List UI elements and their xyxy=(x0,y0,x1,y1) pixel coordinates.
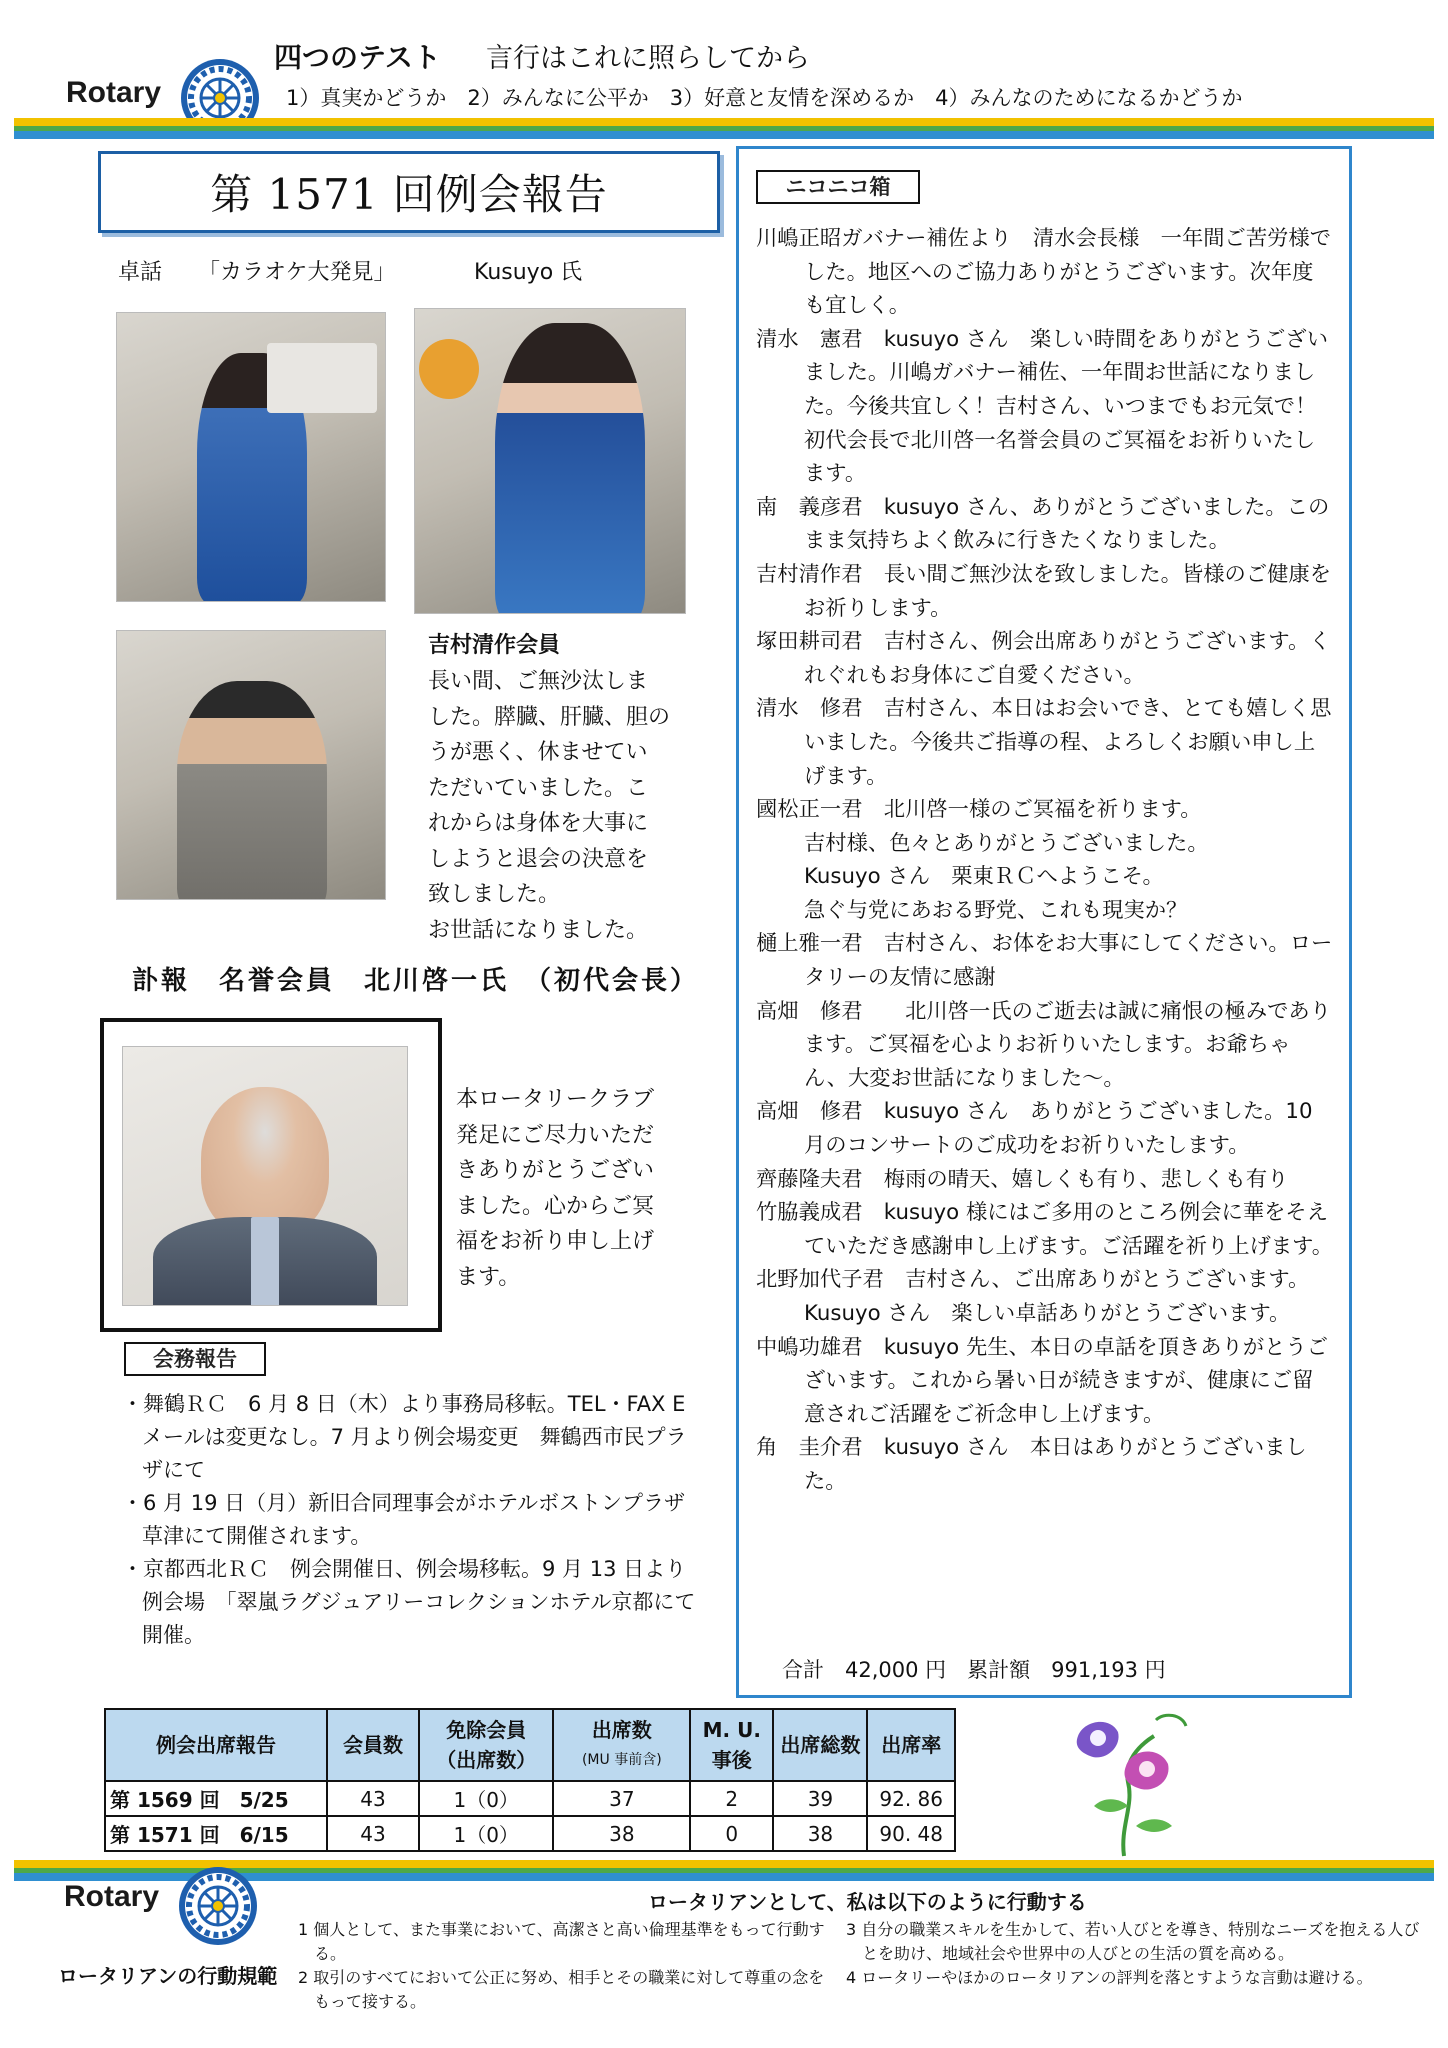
list-item: 4 ロータリーやほかのロータリアンの評判を落とすような言動は避ける。 xyxy=(846,1968,1373,1987)
list-item: 高畑 修君 北川啓一氏のご逝去は誠に痛恨の極みであります。ご冥福を心よりお祈りいたします。お爺ちゃん、大変お世話になりました〜。 xyxy=(756,998,1332,1091)
header-present-sub: (MU 事前含) xyxy=(581,1752,662,1768)
header-total: 出席総数 xyxy=(773,1709,867,1781)
code-of-conduct-heading: ロータリアンとして、私は以下のように行動する xyxy=(648,1890,1087,1914)
list-item: ・京都西北ＲＣ 例会開催日、例会場移転。9 月 13 日より例会場 「翠嵐ラグジュアリーコレクションホテル京都にて開催。 xyxy=(122,1557,696,1647)
yoshimura-message xyxy=(428,664,678,948)
message-line: 本ロータリークラブ xyxy=(456,1087,655,1112)
nikoniko-entries xyxy=(756,222,1334,1499)
list-item: 樋上雅一君 吉村さん、お体をお大事にしてください。ロータリーの友情に感謝 xyxy=(756,931,1333,991)
cell-total: 39 xyxy=(773,1781,867,1816)
header-mu-sub: 事後 xyxy=(711,1748,752,1772)
yoshimura-heading: 吉村清作会員 xyxy=(428,633,561,658)
cell-mu: 0 xyxy=(690,1816,773,1851)
cell-members: 43 xyxy=(327,1781,419,1816)
cell-mu: 2 xyxy=(690,1781,773,1816)
attendance-table xyxy=(104,1708,956,1852)
cell-present: 38 xyxy=(553,1816,690,1851)
header-mu xyxy=(690,1709,773,1781)
cumulative-label: 累計額 xyxy=(967,1658,1031,1682)
list-item: ・舞鶴ＲＣ 6 月 8 日（木）より事務局移転。TEL・FAX Eメールは変更なし。7 月より例会場変更 舞鶴西市民プラザにて xyxy=(122,1392,687,1482)
obituary-portrait-frame xyxy=(100,1018,442,1332)
report-title: 第 1571 回例会報告 xyxy=(210,170,608,219)
list-item: 2 取引のすべてにおいて公正に努め、相手とその職業に対して尊重の念をもって接する。 xyxy=(298,1968,825,2011)
message-line: 致しました。 xyxy=(428,882,561,907)
footer-rotary-wordmark: Rotary xyxy=(64,1880,160,1913)
message-line: れからは身体を大事に xyxy=(428,811,649,836)
message-line: ただいていました。こ xyxy=(428,775,649,801)
code-of-conduct-right xyxy=(846,1918,1426,1990)
cell-rate: 92. 86 xyxy=(867,1781,955,1816)
code-of-conduct-left xyxy=(298,1918,828,2014)
list-item: 齊藤隆夫君 梅雨の晴天、嬉しくも有り、悲しくも有り xyxy=(756,1166,1289,1192)
list-item: 1 個人として、また事業において、高潔さと高い倫理基準をもって行動する。 xyxy=(298,1920,825,1963)
obituary-portrait xyxy=(122,1046,408,1306)
message-line: しようと退会の決意を xyxy=(428,846,649,872)
cell-meeting: 第 1569 回 5/25 xyxy=(105,1781,327,1816)
message-line: 福をお祈り申し上げ xyxy=(456,1229,655,1254)
table-row xyxy=(105,1816,955,1851)
obituary-message xyxy=(456,1082,696,1295)
list-item: 塚田耕司君 吉村さん、例会出席ありがとうございます。くれぐれもお身体にご自愛ください。 xyxy=(756,629,1331,688)
list-item: 國松正一君 北川啓一様のご冥福を祈ります。 xyxy=(756,797,1202,823)
message-line: うが悪く、休ませてい xyxy=(428,740,648,765)
list-item: 吉村様、色々とありがとうございました。 xyxy=(804,830,1209,856)
header-stripe xyxy=(14,118,1434,139)
message-line: 発足にご尽力いただ xyxy=(456,1122,655,1148)
table-row xyxy=(105,1781,955,1816)
morning-glory-flower-icon xyxy=(1064,1706,1204,1862)
talk-title: 「カラオケ大発見」 xyxy=(198,260,396,285)
message-line: お世話になりました。 xyxy=(428,917,649,943)
list-item: 角 圭介君 kusuyo さん 本日はありがとうございました。 xyxy=(756,1435,1307,1494)
message-line: きありがとうござい xyxy=(456,1158,655,1183)
list-item: 高畑 修君 kusuyo さん ありがとうございました。10 月のコンサートのご成功をお祈りいたします。 xyxy=(756,1099,1313,1159)
header-present xyxy=(553,1709,690,1781)
cell-exempt: 1（0） xyxy=(419,1816,554,1851)
cell-total: 38 xyxy=(773,1816,867,1851)
list-item: 清水 修君 吉村さん、本日はお会いでき、とても嬉しく思いました。今後共ご指導の程、よろしくお願い申し上げます。 xyxy=(756,696,1332,789)
cell-members: 43 xyxy=(327,1816,419,1851)
message-line: した。膵臓、肝臓、胆の xyxy=(428,704,671,730)
business-report-list xyxy=(122,1388,700,1652)
header-present-main: 出席数 xyxy=(591,1718,652,1742)
four-way-test-subtitle: 言行はこれに照らしてから xyxy=(486,43,810,74)
four-way-test-title: 四つのテスト xyxy=(274,41,441,74)
talk-speaker: Kusuyo 氏 xyxy=(474,260,583,285)
obituary-heading: 訃報 名誉会員 北川啓一氏 （初代会長） xyxy=(132,966,700,996)
list-item: ・6 月 19 日（月）新旧合同理事会がホテルボストンプラザ草津にて開催されます。 xyxy=(122,1491,686,1548)
list-item: Kusuyo さん 栗東ＲＣへようこそ。 xyxy=(804,864,1164,890)
four-way-test-items: 1）真実かどうか 2）みんなに公平か 3）好意と友情を深めるか 4）みんなのためになるかどうか xyxy=(286,86,1243,110)
footer-rotary-wheel-icon xyxy=(176,1864,260,1948)
cell-exempt: 1（0） xyxy=(419,1781,554,1816)
speaker-photo-2 xyxy=(414,308,686,614)
report-title-box xyxy=(98,151,720,233)
rotary-wordmark: Rotary xyxy=(66,76,162,109)
member-photo-yoshimura xyxy=(116,630,386,900)
header-exempt-main: 免除会員 xyxy=(446,1718,527,1742)
list-item: 北野加代子君 吉村さん、ご出席ありがとうございます。Kusuyo さん 楽しい卓話ありがとうございます。 xyxy=(756,1267,1310,1326)
list-item: 川嶋正昭ガバナー補佐より 清水会長様 一年間ご苦労様でした。地区へのご協力ありがとうございます。次年度も宜しく。 xyxy=(756,226,1332,319)
message-line: ます。 xyxy=(456,1264,521,1290)
list-item: 3 自分の職業スキルを生かして、若い人びとを導き、特別なニーズを抱える人びとを助け、地域社会や世界中の人びとの生活の質を高める。 xyxy=(846,1920,1420,1963)
nikoniko-total xyxy=(782,1654,1166,1684)
header-mu-main: M. U. xyxy=(702,1718,761,1742)
cumulative-value: 991,193 円 xyxy=(1051,1658,1166,1682)
cell-rate: 90. 48 xyxy=(867,1816,955,1851)
header-exempt xyxy=(419,1709,554,1781)
list-item: 竹脇義成君 kusuyo 様にはご多用のところ例会に華をそえていただき感謝申し上げます。ご活躍を祈り上げます。 xyxy=(756,1200,1334,1259)
cell-present: 37 xyxy=(553,1781,690,1816)
header-rate: 出席率 xyxy=(867,1709,955,1781)
total-value: 42,000 円 xyxy=(845,1658,947,1682)
header-exempt-sub: （出席数） xyxy=(436,1748,537,1772)
message-line: ました。心からご冥 xyxy=(456,1193,655,1219)
list-item: 清水 憲君 kusuyo さん 楽しい時間をありがとうございました。川嶋ガバナー補佐、一年間お世話になりました。今後共宜しく！吉村さん、いつまでもお元気で！初代会長で北川啓一名誉会員のご冥福をお祈りいたします。 xyxy=(756,326,1329,487)
list-item: 吉村清作君 長い間ご無沙汰を致しました。皆様のご健康をお祈りします。 xyxy=(756,561,1332,621)
cell-meeting: 第 1571 回 6/15 xyxy=(105,1816,327,1851)
total-label: 合計 xyxy=(782,1658,824,1682)
list-item: 中嶋功雄君 kusuyo 先生、本日の卓話を頂きありがとうございます。これから暑い日が続きますが、健康にご留意されご活躍をご祈念申し上げます。 xyxy=(756,1334,1329,1427)
talk-label: 卓話 xyxy=(118,260,163,285)
business-report-label: 会務報告 xyxy=(124,1342,266,1376)
list-item: 急ぐ与党にあおる野党、これも現実か？ xyxy=(804,897,1188,923)
header-members: 会員数 xyxy=(327,1709,419,1781)
message-line: 長い間、ご無沙汰しま xyxy=(428,669,649,694)
list-item: 南 義彦君 kusuyo さん、ありがとうございました。このまま気持ちよく飲みに行きたくなりました。 xyxy=(756,494,1330,554)
speaker-photo-1 xyxy=(116,312,386,602)
header-title: 例会出席報告 xyxy=(105,1709,327,1781)
code-of-conduct-label: ロータリアンの行動規範 xyxy=(58,1964,278,1988)
nikoniko-label: ニコニコ箱 xyxy=(756,170,920,204)
